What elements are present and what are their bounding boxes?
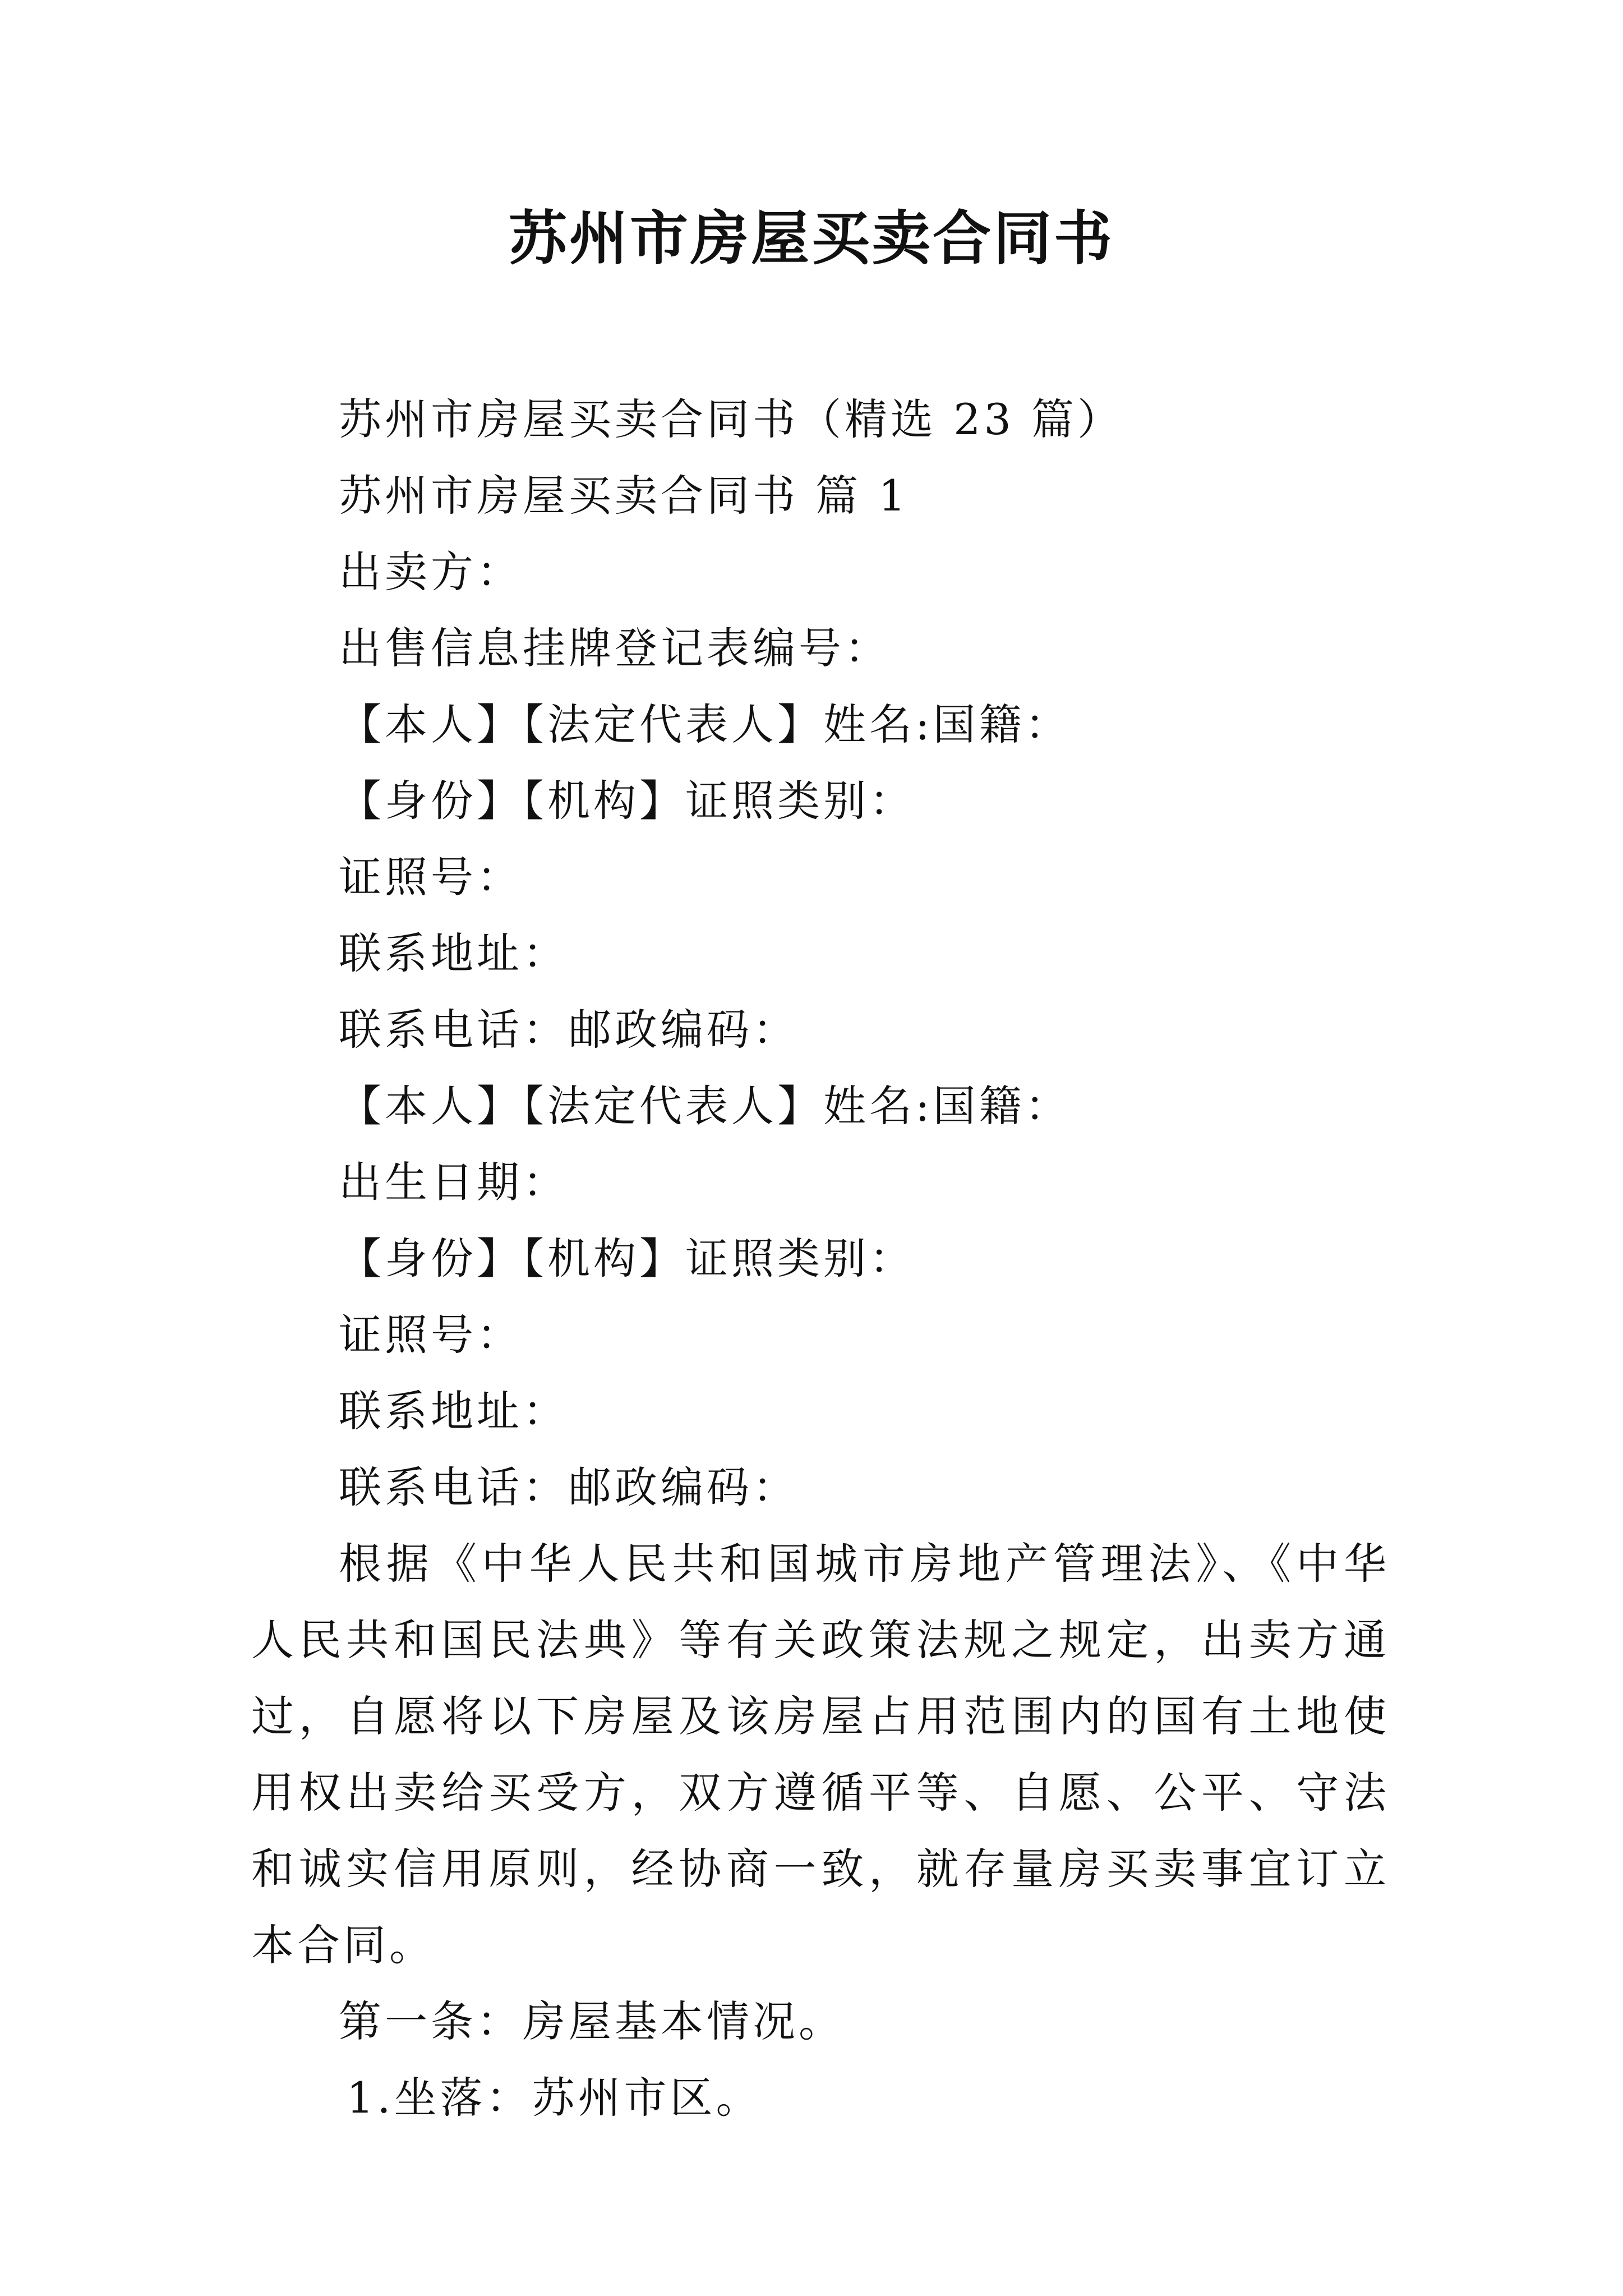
document-line: 【本人】【法定代表人】姓名:国籍：: [339, 1081, 1071, 1131]
document-title: 苏州市房屋买卖合同书: [508, 204, 1114, 273]
document-body: [251, 381, 1390, 2136]
document-line: 证照号：: [339, 852, 523, 902]
document-line: 【本人】【法定代表人】姓名:国籍：: [339, 700, 1071, 749]
document-line: 苏州市房屋买卖合同书 篇 1: [339, 471, 909, 521]
document-line: 联系地址：: [339, 1386, 569, 1436]
document-paragraph: 根据《中华人民共和国城市房地产管理法》、《中华人民共和国民法典》等有关政策法规之规定，出卖方通过，自愿将以下房屋及该房屋占用范围内的国有土地使用权出卖给买受方，双方遵循平等、自愿、公平、守法和诚实信用原则，经协商一致，就存量房买卖事宜订立本合同。: [251, 1539, 1390, 1970]
article-heading: 第一条：房屋基本情况。: [339, 1996, 845, 2046]
document-line: 证照号：: [339, 1310, 523, 1360]
document-line: 出售信息挂牌登记表编号：: [339, 623, 891, 673]
document-line: 出生日期：: [339, 1157, 569, 1207]
document-line: 苏州市房屋买卖合同书（精选 23 篇）: [339, 394, 1124, 444]
document-line: 联系地址：: [339, 928, 569, 978]
document-line: 【身份】【机构】证照类别：: [339, 776, 915, 826]
document-line: 出卖方：: [339, 547, 523, 597]
document-line: 联系电话：邮政编码：: [339, 1005, 799, 1055]
document-line: 联系电话：邮政编码：: [339, 1462, 799, 1512]
document-line: 【身份】【机构】证照类别：: [339, 1234, 915, 1283]
article-item: 1.坐落：苏州市区。: [347, 2073, 762, 2123]
